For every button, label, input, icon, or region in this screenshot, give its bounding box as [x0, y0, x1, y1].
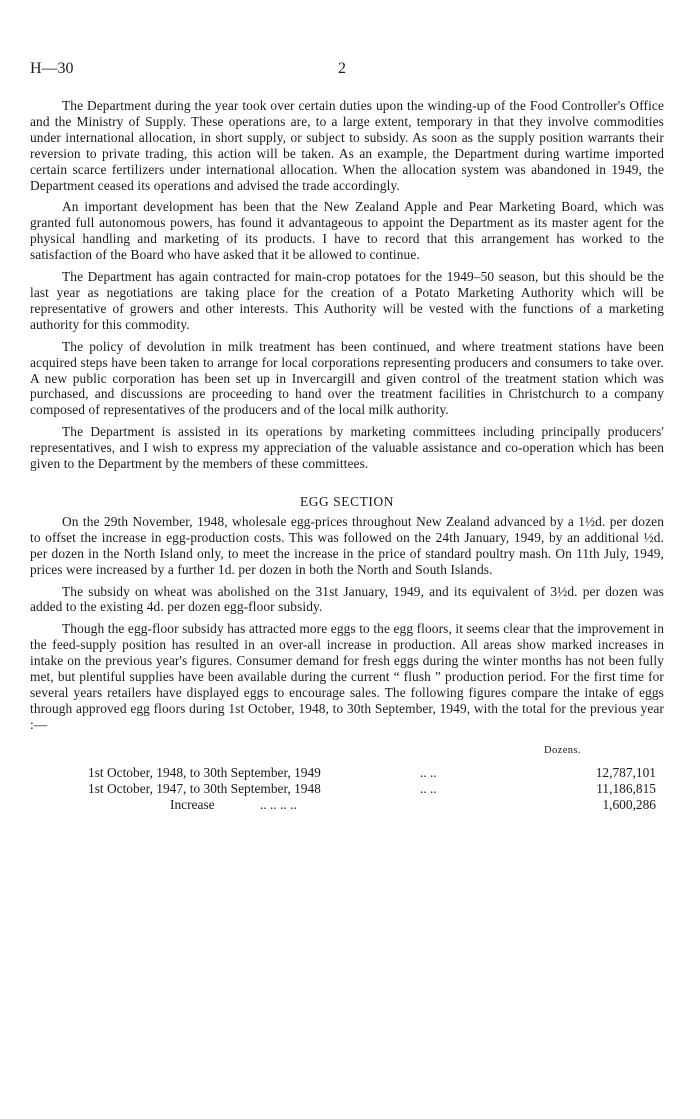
- page-header: [30, 60, 664, 82]
- row-label-increase: Increase: [170, 796, 215, 812]
- page-number: 2: [338, 60, 346, 77]
- paragraph-potatoes: The Department has again contracted for main-crop potatoes for the 1949–50 season, but this should be the last year as negotiations are taking place for the creation of a Potato Marketing Authority which will be representative of growers and other interests. This Authority will be vested with the functions of a marketing authority for this commodity.: [30, 269, 664, 332]
- paragraph-food-controller: The Department during the year took over certain duties upon the winding-up of the Food Controller's Office and the Ministry of Supply. These operations are, to a large extent, temporary in that they involve commodities under international allocation, in short supply, or subject to subsidy. As soon as the supply position warrants their reversion to private trading, this action will be taken. As an example, the Department during wartime imported certain scarce fertilizers under international allocation. When the allocation system was abandoned in 1949, the Department ceased its operations and advised the trade accordingly.: [30, 98, 664, 193]
- row-label: 1st October, 1948, to 30th September, 1949: [88, 764, 321, 780]
- table-row: [30, 781, 664, 797]
- paragraph-wheat-subsidy: The subsidy on wheat was abolished on the 31st January, 1949, and its equivalent of 3½d. per dozen was added to the existing 4d. per dozen egg-floor subsidy.: [30, 583, 664, 615]
- paragraph-egg-intake: Though the egg-floor subsidy has attracted more eggs to the egg floors, it seems clear that the improvement in the feed-supply position has resulted in an over-all increase in production. All areas show marked increases in intake on the previous year's figures. Consumer demand for fresh eggs during the winter months has not been fully met, but plentiful supplies have been available during the current “ flush ” production period. For the first time for several years retailers have displayed eggs to encourage sales. The following figures compare the intake of eggs through approved egg floors during 1st October, 1948, to 30th September, 1949, with the total for the previous year :—: [30, 621, 664, 732]
- document-reference: H—30: [30, 60, 74, 77]
- row-value: 11,186,815: [596, 780, 656, 796]
- row-value: 12,787,101: [595, 764, 656, 780]
- body-text: [30, 98, 664, 815]
- egg-intake-table: [30, 745, 664, 815]
- paragraph-egg-prices: On the 29th November, 1948, wholesale egg-prices throughout New Zealand advanced by a 1½d. per dozen to offset the increase in egg-production costs. This was followed on the 24th January, 1949, by an additional ½d. per dozen in the North Island only, to meet the increase in the price of standard poultry mash. On 11th July, 1949, prices were increased by a further 1d. per dozen in both the North and South Islands.: [30, 513, 664, 577]
- row-leaders: .. .. .. ..: [260, 796, 297, 812]
- paragraph-apple-pear-board: An important development has been that the New Zealand Apple and Pear Marketing Board, which was granted full autonomous powers, has found it advantageous to appoint the Department as its master agent for the physical handling and marketing of its products. I have to record that this arrangement has worked to the satisfaction of the Board who have asked that it be allowed to continue.: [30, 199, 664, 263]
- row-value-increase: 1,600,286: [602, 796, 656, 812]
- table-row: [30, 765, 664, 781]
- row-leaders: .. ..: [420, 780, 437, 796]
- paragraph-committees: The Department is assisted in its operations by marketing committees including principally producers' representatives, and I wish to express my appreciation of the valuable assistance and co-operation which has been given to the Department by the members of these committees.: [30, 424, 664, 472]
- row-leaders: .. ..: [420, 764, 437, 780]
- row-label: 1st October, 1947, to 30th September, 1948: [88, 780, 321, 796]
- table-column-header: Dozens.: [544, 744, 581, 756]
- paragraph-milk-treatment: The policy of devolution in milk treatment has been continued, and where treatment stations have been acquired steps have been taken to arrange for local corporations representing producers and consumers to take over. A new public corporation has been set up in Invercargill and given control of the treatment station which was purchased, and discussions are proceeding to hand over the treatment facilities in Christchurch to a company composed of representatives of the producers and of the local milk authority.: [30, 338, 664, 418]
- section-heading-egg: EGG SECTION: [299, 493, 394, 509]
- table-row: [30, 797, 664, 813]
